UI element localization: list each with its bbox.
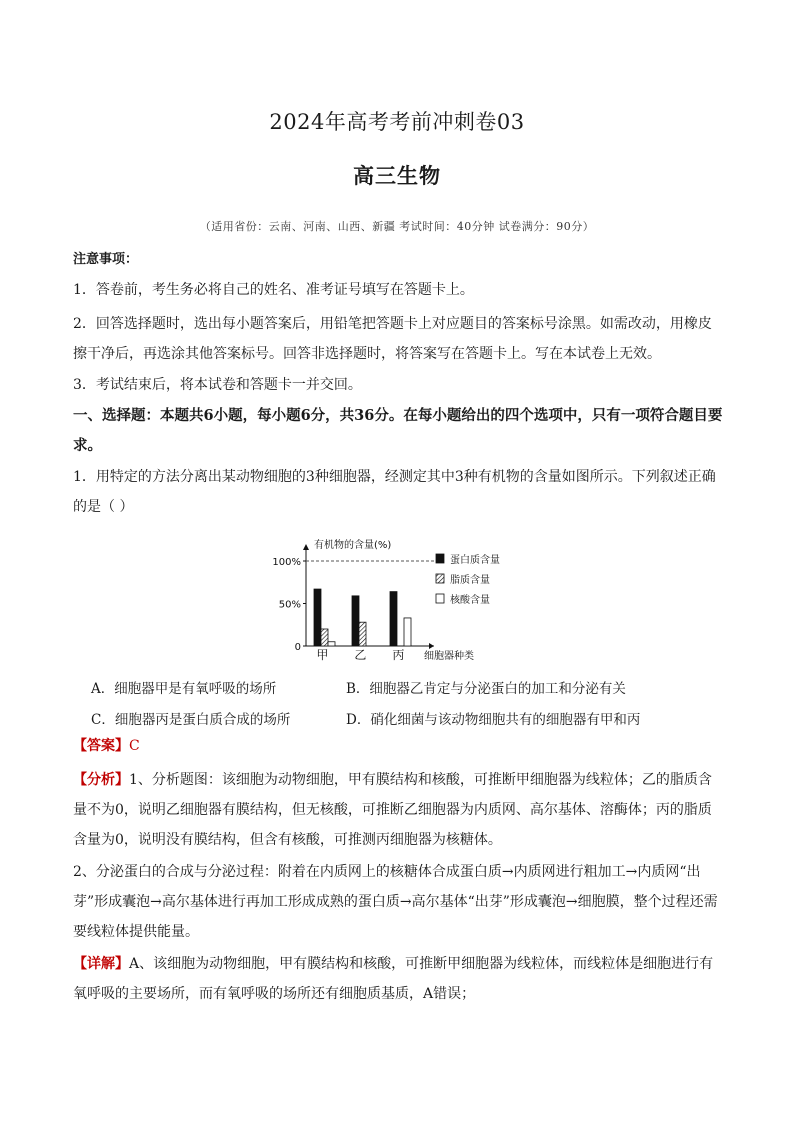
analysis-label: 【分析】 <box>73 772 129 788</box>
bar-0-2 <box>328 642 335 646</box>
y-axis-arrow <box>303 544 309 550</box>
y-tick-label: 100% <box>272 557 301 568</box>
option-c[interactable]: C．细胞器丙是蛋白质合成的场所 <box>91 712 291 728</box>
answer-line <box>73 731 725 761</box>
notice-heading: 注意事项： <box>73 252 139 267</box>
y-tick-label: 0 <box>294 642 301 653</box>
option-a[interactable]: A．细胞器甲是有氧呼吸的场所 <box>91 681 277 697</box>
option-d[interactable]: D．硝化细菌与该动物细胞共有的细胞器有甲和丙 <box>346 712 641 728</box>
section-heading: 一、选择题：本题共6小题，每小题6分，共36分。在每小题给出的四个选项中，只有一项符合题目要求。 <box>73 407 723 454</box>
chart-svg <box>266 534 526 664</box>
bar-0-1 <box>321 629 328 646</box>
legend-swatch <box>436 574 444 583</box>
option-b[interactable]: B．细胞器乙肯定与分泌蛋白的加工和分泌有关 <box>346 681 626 697</box>
bar-0-0 <box>314 589 321 646</box>
question-stem: 1．用特定的方法分离出某动物细胞的3种细胞器，经测定其中3种有机物的含量如图所示。下列叙述正确的是（ ） <box>73 469 716 515</box>
detail-para <box>73 949 725 1009</box>
x-category-label: 丙 <box>392 648 405 662</box>
analysis-p1 <box>73 765 725 855</box>
detail-text: A、该细胞为动物细胞，甲有膜结构和核酸，可推断甲细胞器为线粒体，而线粒体是细胞进行有氧呼吸的主要场所，而有氧呼吸的场所还有细胞质基质，A错误； <box>73 956 714 1002</box>
legend-swatch <box>436 594 444 603</box>
answer-label: 【答案】 <box>73 738 129 754</box>
analysis-text-1: 1、分析题图：该细胞为动物细胞，甲有膜结构和核酸，可推断甲细胞器为线粒体；乙的脂质含量不为0，说明乙细胞器有膜结构，但无核酸，可推断乙细胞器为内质网、高尔基体、溶酶体；丙的脂质含量为0，说明没有膜结构，但含有核酸，可推测丙细胞器为核糖体。 <box>73 772 712 848</box>
x-category-label: 甲 <box>316 648 329 662</box>
exam-subtitle: 高三生物 <box>353 163 441 188</box>
notice-item-2: 2．回答选择题时，选出每小题答案后，用铅笔把答题卡上对应题目的答案标号涂黑。如需改动，用橡皮擦干净后，再选涂其他答案标号。回答非选择题时，将答案写在答题卡上。写在本试卷上无效。 <box>73 316 712 362</box>
x-axis-arrow <box>429 643 434 649</box>
organelle-chart <box>266 534 526 664</box>
notice-item-3: 3．考试结束后，将本试卷和答题卡一并交回。 <box>73 377 362 393</box>
y-tick-label: 50% <box>278 599 301 611</box>
exam-title: 2024年高考考前冲刺卷03 <box>269 110 525 134</box>
analysis-p2: 2、分泌蛋白的合成与分泌过程：附着在内质网上的核糖体合成蛋白质→内质网进行粗加工→内质网“出芽”形成囊泡→高尔基体进行再加工形成成熟的蛋白质→高尔基体“出芽”形成囊泡→细胞膜，整个过程还需要线粒体提供能量。 <box>73 864 718 940</box>
exam-meta: （适用省份：云南、河南、山西、新疆 考试时间：40分钟 试卷满分：90分） <box>199 220 595 233</box>
answer-value: C <box>129 738 140 754</box>
notice-item-1: 1．答卷前，考生务必将自己的姓名、准考证号填写在答题卡上。 <box>73 282 474 298</box>
legend-label: 脂质含量 <box>450 575 490 586</box>
legend-swatch <box>436 554 444 563</box>
detail-label: 【详解】 <box>73 956 129 972</box>
y-axis-label: 有机物的含量(%) <box>314 540 392 551</box>
bar-2-0 <box>390 592 397 646</box>
legend-label: 蛋白质含量 <box>450 555 500 566</box>
x-axis-label: 细胞器种类 <box>424 651 474 662</box>
bar-1-1 <box>359 622 366 646</box>
bar-2-2 <box>404 618 411 646</box>
x-category-label: 乙 <box>354 648 367 662</box>
legend-label: 核酸含量 <box>450 595 490 606</box>
bar-1-0 <box>352 596 359 646</box>
